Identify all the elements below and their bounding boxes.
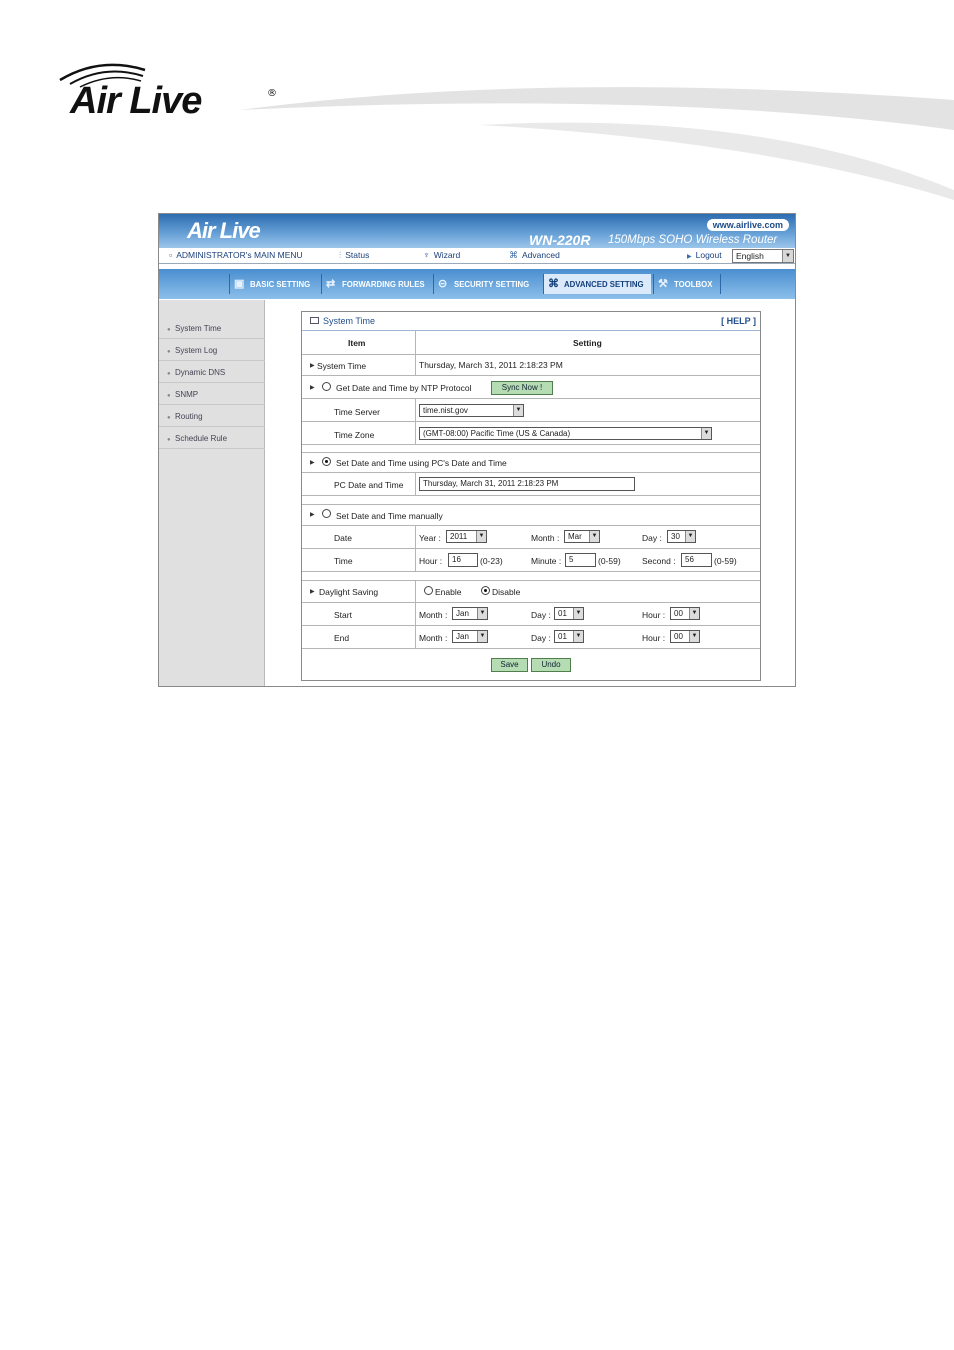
start-month-select[interactable]: Jan ▼ xyxy=(452,607,488,620)
end-hour-select[interactable]: 00 ▼ xyxy=(670,630,700,643)
hour-input[interactable]: 16 xyxy=(448,553,478,567)
start-hour-select[interactable]: 00 ▼ xyxy=(670,607,700,620)
top-menubar xyxy=(159,248,795,264)
bullet-icon: ● xyxy=(167,415,171,421)
help-link[interactable]: [ HELP ] xyxy=(721,316,756,326)
chevron-down-icon: ▼ xyxy=(689,608,699,619)
ntp-radio[interactable] xyxy=(322,382,331,391)
end-day-select[interactable]: 01 ▼ xyxy=(554,630,584,643)
dst-start-label: Start xyxy=(334,610,352,620)
dst-enable-radio[interactable] xyxy=(424,586,433,595)
pc-time-row xyxy=(302,453,760,473)
arrow-right-icon: ▶ xyxy=(310,588,315,595)
pc-datetime-field[interactable]: Thursday, March 31, 2011 2:18:23 PM xyxy=(419,477,635,491)
header-swoosh-decoration xyxy=(240,70,954,200)
year-label: Year : xyxy=(419,533,441,543)
col-item-header: Item xyxy=(348,338,366,348)
end-month-select[interactable]: Jan ▼ xyxy=(452,630,488,643)
wizard-link[interactable]: ♆ Wizard xyxy=(423,250,461,260)
router-admin-screenshot xyxy=(158,213,796,687)
sidebar xyxy=(159,300,265,687)
start-hour-label: Hour : xyxy=(642,610,666,620)
start-day-select[interactable]: 01 ▼ xyxy=(554,607,584,620)
second-label: Second : xyxy=(642,556,676,566)
daylight-saving-row xyxy=(302,581,760,603)
ntp-label: Get Date and Time by NTP Protocol xyxy=(336,383,472,393)
sidebar-item-snmp[interactable]: ● SNMP xyxy=(159,385,265,405)
year-select[interactable]: 2011 ▼ xyxy=(446,530,487,543)
time-server-select[interactable]: time.nist.gov ▼ xyxy=(419,404,524,417)
logout-arrow-icon: ▶ xyxy=(687,254,692,260)
model-subtitle: 150Mbps SOHO Wireless Router xyxy=(608,234,778,246)
basic-setting-icon: ▣ xyxy=(234,278,245,290)
panel-header xyxy=(302,312,760,331)
menu-square-icon: ▫ xyxy=(169,250,173,260)
end-hour-label: Hour : xyxy=(642,633,666,643)
hour-label: Hour : xyxy=(419,556,443,566)
chevron-down-icon: ▼ xyxy=(701,428,711,439)
day-label: Day : xyxy=(642,533,662,543)
tab-bar xyxy=(159,269,795,299)
minute-range: (0-59) xyxy=(598,556,621,566)
undo-button[interactable]: Undo xyxy=(531,658,571,672)
bullet-icon: ● xyxy=(167,349,171,355)
start-day-label: Day : xyxy=(531,610,551,620)
bullet-icon: ● xyxy=(167,437,171,443)
bullet-icon: ● xyxy=(167,327,171,333)
month-select[interactable]: Mar ▼ xyxy=(564,530,600,543)
banner-logo: Air Live xyxy=(187,218,260,243)
dst-start-row xyxy=(302,603,760,626)
wizard-icon: ♆ xyxy=(423,250,430,260)
sidebar-item-system-log[interactable]: ● System Log xyxy=(159,341,265,361)
minute-label: Minute : xyxy=(531,556,562,566)
pc-time-label: Set Date and Time using PC's Date and Time xyxy=(336,458,507,468)
chevron-down-icon: ▼ xyxy=(573,631,583,642)
day-select[interactable]: 30 ▼ xyxy=(667,530,696,543)
bullet-icon: ● xyxy=(167,371,171,377)
dst-disable-radio[interactable] xyxy=(481,586,490,595)
month-label: Month : xyxy=(531,533,560,543)
sync-now-button[interactable]: Sync Now ! xyxy=(491,381,553,395)
panel-title: System Time xyxy=(310,316,375,326)
spacer-row xyxy=(302,445,760,453)
arrow-right-icon: ▶ xyxy=(310,384,315,391)
logo-text: Air Live xyxy=(70,80,202,122)
date-row xyxy=(302,526,760,549)
tab-toolbox[interactable]: ⚒ TOOLBOX xyxy=(653,274,721,294)
status-bars-icon: ⫶ xyxy=(339,250,342,260)
time-zone-row xyxy=(302,422,760,445)
spacer-row xyxy=(302,572,760,581)
chevron-down-icon: ▼ xyxy=(573,608,583,619)
start-month-label: Month : xyxy=(419,610,448,620)
daylight-saving-label: Daylight Saving xyxy=(319,587,379,597)
end-month-label: Month : xyxy=(419,633,448,643)
sidebar-item-routing[interactable]: ● Routing xyxy=(159,407,265,427)
chevron-down-icon: ▼ xyxy=(513,405,523,416)
col-setting-header: Setting xyxy=(573,338,602,348)
tab-advanced-setting[interactable]: ⌘ ADVANCED SETTING xyxy=(543,274,651,294)
chevron-down-icon: ▼ xyxy=(476,531,486,542)
panel-square-icon xyxy=(310,317,319,324)
manual-time-radio[interactable] xyxy=(322,509,331,518)
time-label: Time xyxy=(334,556,353,566)
dst-end-label: End xyxy=(334,633,350,643)
chevron-down-icon: ▼ xyxy=(685,531,695,542)
end-day-label: Day : xyxy=(531,633,551,643)
tab-security-setting[interactable]: ⊝ SECURITY SETTING xyxy=(433,274,541,294)
chevron-down-icon: ▼ xyxy=(477,631,487,642)
second-range: (0-59) xyxy=(714,556,737,566)
pc-datetime-row xyxy=(302,473,760,496)
chevron-down-icon: ▼ xyxy=(589,531,599,542)
sidebar-item-schedule-rule[interactable]: ● Schedule Rule xyxy=(159,429,265,449)
sidebar-item-system-time[interactable]: ● System Time xyxy=(159,319,265,339)
chevron-down-icon: ▼ xyxy=(477,608,487,619)
arrow-right-icon: ▶ xyxy=(310,459,315,466)
time-server-label: Time Server xyxy=(334,407,380,417)
dst-end-row xyxy=(302,626,760,649)
time-zone-label: Time Zone xyxy=(334,430,375,440)
pc-datetime-label: PC Date and Time xyxy=(334,480,404,490)
table-header-row xyxy=(302,331,760,355)
forwarding-icon: ⇄ xyxy=(326,278,336,290)
time-row xyxy=(302,549,760,572)
security-icon: ⊝ xyxy=(438,278,448,290)
chevron-down-icon: ▼ xyxy=(782,250,793,262)
bullet-icon: ● xyxy=(167,393,171,399)
second-input[interactable]: 56 xyxy=(681,553,712,567)
advanced-link[interactable]: ⌘ Advanced xyxy=(509,250,560,260)
tab-forwarding-rules[interactable]: ⇄ FORWARDING RULES xyxy=(321,274,431,294)
dst-enable-label: Enable xyxy=(435,587,462,597)
save-button[interactable]: Save xyxy=(491,658,528,672)
tab-basic-setting[interactable]: ▣ BASIC SETTING xyxy=(229,274,319,294)
manual-time-label: Set Date and Time manually xyxy=(336,511,443,521)
arrow-right-icon: ▶ xyxy=(310,511,315,518)
advanced-icon: ⌘ xyxy=(509,250,518,260)
system-time-row xyxy=(302,355,760,376)
arrow-right-icon: ▶ xyxy=(310,362,315,369)
date-label: Date xyxy=(334,533,352,543)
router-banner xyxy=(159,214,795,248)
system-time-label: System Time xyxy=(317,361,367,371)
registered-mark: ® xyxy=(267,88,277,99)
language-select[interactable]: English ▼ xyxy=(732,249,794,263)
chevron-down-icon: ▼ xyxy=(689,631,699,642)
hour-range: (0-23) xyxy=(480,556,503,566)
toolbox-icon: ⚒ xyxy=(658,278,668,290)
ntp-row xyxy=(302,376,760,399)
pc-time-radio[interactable] xyxy=(322,457,331,466)
spacer-row xyxy=(302,496,760,505)
dst-disable-label: Disable xyxy=(492,587,521,597)
minute-input[interactable]: 5 xyxy=(565,553,596,567)
banner-url[interactable]: www.airlive.com xyxy=(707,219,789,231)
system-time-panel xyxy=(301,311,761,681)
main-menu-link[interactable]: ▫ ADMINISTRATOR's MAIN MENU xyxy=(169,250,303,260)
sidebar-item-dynamic-dns[interactable]: ● Dynamic DNS xyxy=(159,363,265,383)
system-time-value: Thursday, March 31, 2011 2:18:23 PM xyxy=(419,360,563,370)
advanced-setting-icon: ⌘ xyxy=(548,278,559,290)
time-zone-select[interactable]: (GMT-08:00) Pacific Time (US & Canada) ▼ xyxy=(419,427,712,440)
status-link[interactable]: ⫶ Status xyxy=(339,250,370,260)
logout-link[interactable]: ▶ Logout xyxy=(687,250,722,260)
time-server-row xyxy=(302,399,760,422)
manual-time-row xyxy=(302,505,760,526)
model-name: WN-220R xyxy=(529,232,591,248)
